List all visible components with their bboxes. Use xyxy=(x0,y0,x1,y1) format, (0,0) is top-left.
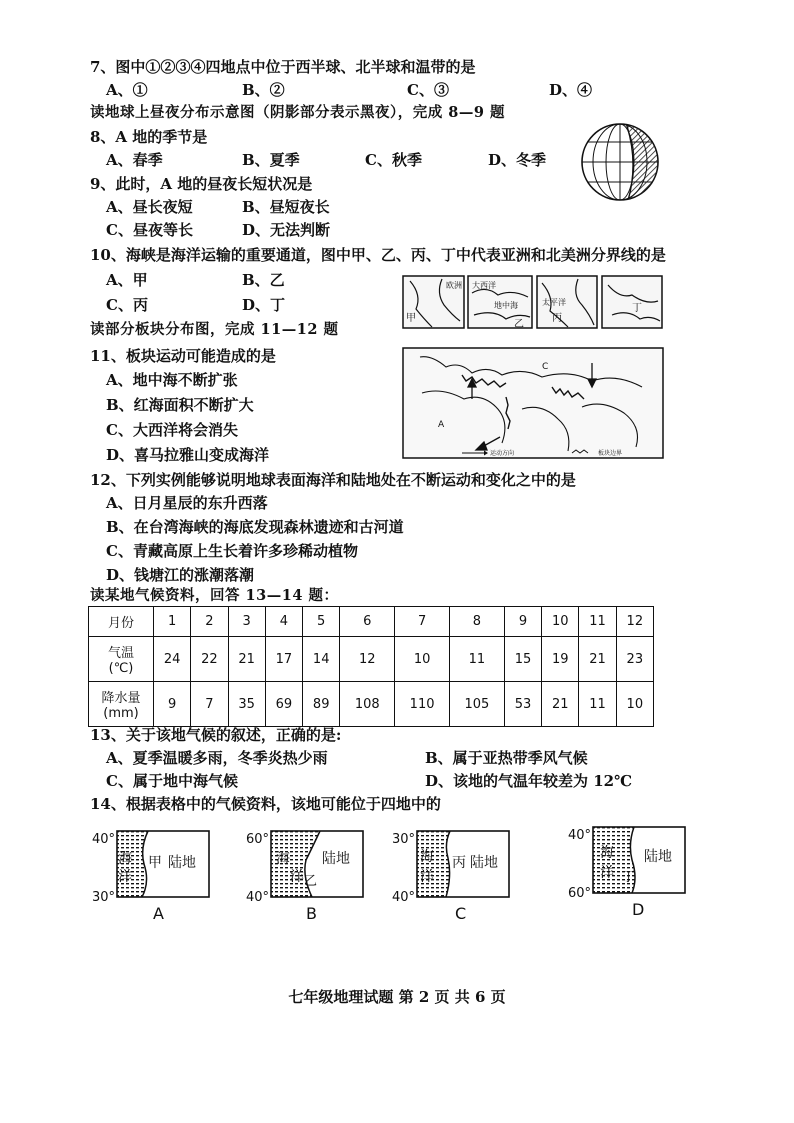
month-cell: 12 xyxy=(616,607,653,637)
precipitation-unit: (mm) xyxy=(103,706,139,721)
figure-a-top-latitude: 40° xyxy=(92,832,116,847)
month-cell: 5 xyxy=(303,607,340,637)
temperature-cell: 11 xyxy=(450,637,505,682)
strait-map-label-europe: 欧洲 xyxy=(446,281,462,290)
q11-stem: 11、板块运动可能造成的是 xyxy=(90,347,276,365)
figure-c-caption: C xyxy=(455,904,467,923)
figure-d-bottom-latitude: 60° xyxy=(568,886,592,901)
q9-option-d: D、无法判断 xyxy=(242,221,331,239)
figure-d-sea-char2: 洋 xyxy=(600,865,614,881)
temperature-cell: 12 xyxy=(340,637,395,682)
month-cell: 7 xyxy=(395,607,450,637)
q10-option-a: A、甲 xyxy=(106,271,148,289)
q7-stem: 7、图中①②③④四地点中位于西半球、北半球和温带的是 xyxy=(90,58,476,76)
temperature-cell: 21 xyxy=(579,637,616,682)
figure-c-sea-char1: 海 xyxy=(420,849,434,865)
figure-b-land: 陆地 xyxy=(322,851,350,867)
q12-option-c: C、青藏高原上生长着许多珍稀动植物 xyxy=(106,542,358,560)
figure-c-land: 陆地 xyxy=(470,855,498,871)
precipitation-cell: 11 xyxy=(579,682,616,727)
q12-option-a: A、日月星辰的东升西落 xyxy=(106,494,268,512)
precipitation-header-cell xyxy=(89,682,154,727)
figure-c-point: 丙 xyxy=(452,855,466,871)
figure-d-top-latitude: 40° xyxy=(568,828,592,843)
figure-a-caption: A xyxy=(153,904,164,923)
month-cell: 10 xyxy=(542,607,579,637)
q8-option-c: C、秋季 xyxy=(365,151,422,169)
temperature-cell: 24 xyxy=(154,637,191,682)
precipitation-cell: 105 xyxy=(450,682,505,727)
precipitation-cell: 108 xyxy=(340,682,395,727)
temperature-label: 气温 xyxy=(107,646,134,661)
q9-stem: 9、此时，A 地的昼夜长短状况是 xyxy=(90,175,313,193)
temperature-cell: 21 xyxy=(228,637,265,682)
figure-b-bottom-latitude: 40° xyxy=(246,890,270,905)
figure-d-land: 陆地 xyxy=(644,849,672,865)
figure-c-top-latitude: 30° xyxy=(392,832,416,847)
q13-option-c: C、属于地中海气候 xyxy=(106,772,238,790)
temperature-cell: 14 xyxy=(303,637,340,682)
q10-option-b: B、乙 xyxy=(242,271,285,289)
month-cell: 1 xyxy=(154,607,191,637)
precipitation-cell: 110 xyxy=(395,682,450,727)
q11-option-d: D、喜马拉雅山变成海洋 xyxy=(106,446,270,464)
read-day-night-instruction: 读地球上昼夜分布示意图（阴影部分表示黑夜），完成 8—9 题 xyxy=(90,104,506,121)
temperature-cell: 10 xyxy=(395,637,450,682)
figure-a-point: 甲 xyxy=(148,855,162,871)
figure-c-sea-char2: 洋 xyxy=(420,869,434,885)
figure-a-bottom-latitude: 30° xyxy=(92,890,116,905)
month-cell: 11 xyxy=(579,607,616,637)
strait-maps-figure xyxy=(402,275,664,330)
temperature-cell: 23 xyxy=(616,637,653,682)
q14-stem: 14、根据表格中的气候资料，该地可能位于四地中的 xyxy=(90,795,441,813)
q8-option-d: D、冬季 xyxy=(488,151,547,169)
table-row-precipitation xyxy=(89,682,654,727)
q12-option-d: D、钱塘江的涨潮落潮 xyxy=(106,566,255,584)
figure-d-sea-char1: 海 xyxy=(600,845,614,861)
month-cell: 4 xyxy=(265,607,302,637)
figure-a-land: 陆地 xyxy=(168,855,196,871)
climate-data-table xyxy=(88,606,654,727)
months-header-cell: 月份 xyxy=(89,607,154,637)
q7-option-c: C、③ xyxy=(407,81,449,99)
temperature-cell: 17 xyxy=(265,637,302,682)
q13-option-d: D、该地的气温年较差为 12℃ xyxy=(425,772,633,790)
month-cell: 3 xyxy=(228,607,265,637)
q7-option-d: D、④ xyxy=(549,81,593,99)
q13-option-a: A、夏季温暖多雨，冬季炎热少雨 xyxy=(106,749,328,767)
precipitation-cell: 9 xyxy=(154,682,191,727)
temperature-cell: 22 xyxy=(191,637,228,682)
q9-option-b: B、昼短夜长 xyxy=(242,198,330,216)
page-footer: 七年级地理试题 第 2 页 共 6 页 xyxy=(288,988,506,1006)
precipitation-cell: 53 xyxy=(504,682,541,727)
plate-map-label-a: A xyxy=(438,420,445,430)
q9-option-c: C、昼夜等长 xyxy=(106,221,193,239)
figure-b-sea-char1: 海 xyxy=(276,851,290,867)
figure-b-sea-char2: 洋 xyxy=(290,869,304,885)
precipitation-cell: 35 xyxy=(228,682,265,727)
read-plates-instruction: 读部分板块分布图，完成 11—12 题 xyxy=(90,321,339,338)
strait-map-label-atlantic: 大西洋 xyxy=(472,281,496,290)
month-cell: 9 xyxy=(504,607,541,637)
q8-option-a: A、春季 xyxy=(106,151,163,169)
q13-option-b: B、属于亚热带季风气候 xyxy=(425,749,588,767)
precipitation-cell: 89 xyxy=(303,682,340,727)
q11-option-b: B、红海面积不断扩大 xyxy=(106,396,254,414)
plate-map-label-c: C xyxy=(542,362,549,372)
strait-map-label-ding: 丁 xyxy=(632,303,642,314)
strait-map-label-yi: 乙 xyxy=(514,319,524,330)
q11-option-a: A、地中海不断扩张 xyxy=(106,371,238,389)
q8-stem: 8、A 地的季节是 xyxy=(90,128,208,146)
month-cell: 2 xyxy=(191,607,228,637)
strait-map-label-jia: 甲 xyxy=(406,313,416,324)
precipitation-label: 降水量 xyxy=(101,691,141,706)
plate-map-legend-boundary: 板块边界 xyxy=(598,450,623,457)
figure-b-top-latitude: 60° xyxy=(246,832,270,847)
q12-stem: 12、下列实例能够说明地球表面海洋和陆地处在不断运动和变化之中的是 xyxy=(90,471,576,489)
precipitation-cell: 10 xyxy=(616,682,653,727)
precipitation-cell: 21 xyxy=(542,682,579,727)
figure-c-bottom-latitude: 40° xyxy=(392,890,416,905)
q9-option-a: A、昼长夜短 xyxy=(106,198,193,216)
plate-map-legend-motion: 运动方向 xyxy=(490,450,515,457)
q10-option-c: C、丙 xyxy=(106,296,148,314)
q10-option-d: D、丁 xyxy=(242,296,286,314)
q13-stem: 13、关于该地气候的叙述，正确的是: xyxy=(90,726,342,744)
q7-option-b: B、② xyxy=(242,81,285,99)
figure-d-caption: D xyxy=(632,900,645,919)
table-row-months xyxy=(89,607,654,637)
precipitation-cell: 69 xyxy=(265,682,302,727)
precipitation-cell: 7 xyxy=(191,682,228,727)
temperature-cell: 19 xyxy=(542,637,579,682)
figure-a-sea-char1: 海 xyxy=(118,851,132,867)
q8-option-b: B、夏季 xyxy=(242,151,300,169)
strait-map-label-med: 地中海 xyxy=(494,301,518,310)
day-night-globe-figure xyxy=(578,120,662,204)
temperature-header-cell xyxy=(89,637,154,682)
q11-option-c: C、大西洋将会消失 xyxy=(106,421,238,439)
plate-map-figure xyxy=(402,347,664,459)
month-cell: 8 xyxy=(450,607,505,637)
q7-option-a: A、① xyxy=(106,81,148,99)
q12-option-b: B、在台湾海峡的海底发现森林遗迹和古河道 xyxy=(106,518,404,536)
figure-b-point: 乙 xyxy=(304,874,318,889)
q10-stem: 10、海峡是海洋运输的重要通道，图中甲、乙、丙、丁中代表亚洲和北美洲分界线的是 xyxy=(90,246,666,264)
figure-a-sea-char2: 洋 xyxy=(118,869,132,885)
temperature-cell: 15 xyxy=(504,637,541,682)
figure-d-point: 丁 xyxy=(622,870,636,885)
strait-map-label-pacific: 太平洋 xyxy=(542,298,566,307)
temperature-unit: (℃) xyxy=(108,661,134,676)
strait-map-label-bing: 丙 xyxy=(552,313,562,324)
figure-b-caption: B xyxy=(306,904,317,923)
table-row-temperature xyxy=(89,637,654,682)
read-climate-instruction: 读某地气候资料，回答 13—14 题： xyxy=(90,587,339,604)
month-cell: 6 xyxy=(340,607,395,637)
